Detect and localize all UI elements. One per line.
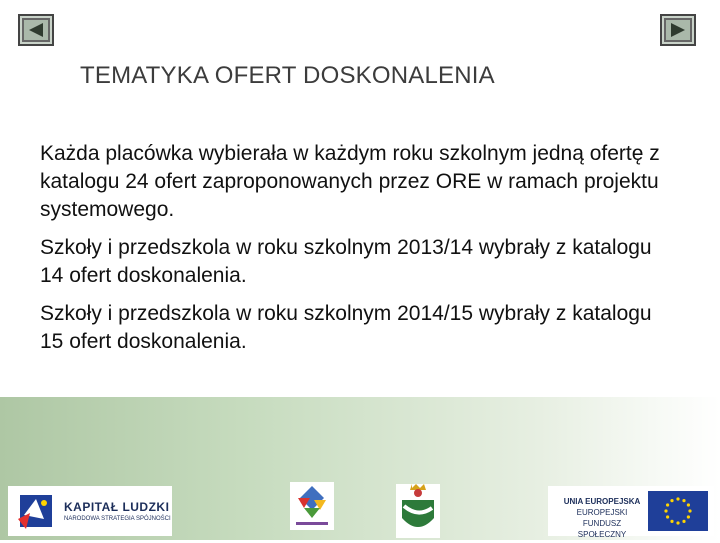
kapital-ludzki-subtitle: NARODOWA STRATEGIA SPÓJNOŚCI <box>64 516 171 522</box>
ore-logo <box>290 482 334 530</box>
eu-label-line3: FUNDUSZ SPOŁECZNY <box>577 519 627 539</box>
triangle-right-icon <box>669 22 687 38</box>
paragraph: Szkoły i przedszkola w roku szkolnym 2014/15 wybrały z katalogu 15 ofert doskonalenia. <box>40 302 652 353</box>
eu-label-line2: EUROPEJSKI <box>576 508 628 517</box>
eu-logo <box>548 486 714 539</box>
triangle-left-icon <box>27 22 45 38</box>
paragraph: Każda placówka wybierała w każdym roku szkolnym jedną ofertę z katalogu 24 ofert zaproponowanych przez ORE w ramach projektu systemowego. <box>40 142 660 221</box>
slide-body <box>40 140 680 366</box>
eu-label <box>562 496 642 540</box>
previous-slide-button[interactable] <box>18 14 54 46</box>
ore-emblem-icon <box>290 482 334 530</box>
regional-coat-of-arms <box>396 484 440 538</box>
kapital-ludzki-emblem-icon <box>14 489 58 533</box>
eu-flag-icon <box>648 491 708 531</box>
eu-label-line1: UNIA EUROPEJSKA <box>563 497 641 506</box>
kapital-ludzki-name: KAPITAŁ LUDZKI <box>64 500 170 514</box>
coat-of-arms-icon <box>396 484 440 538</box>
next-slide-button[interactable] <box>660 14 696 46</box>
paragraph: Szkoły i przedszkola w roku szkolnym 2013/14 wybrały z katalogu 14 ofert doskonalenia. <box>40 236 652 287</box>
kapital-ludzki-logo <box>8 486 172 536</box>
slide-title: TEMATYKA OFERT DOSKONALENIA <box>80 62 495 89</box>
